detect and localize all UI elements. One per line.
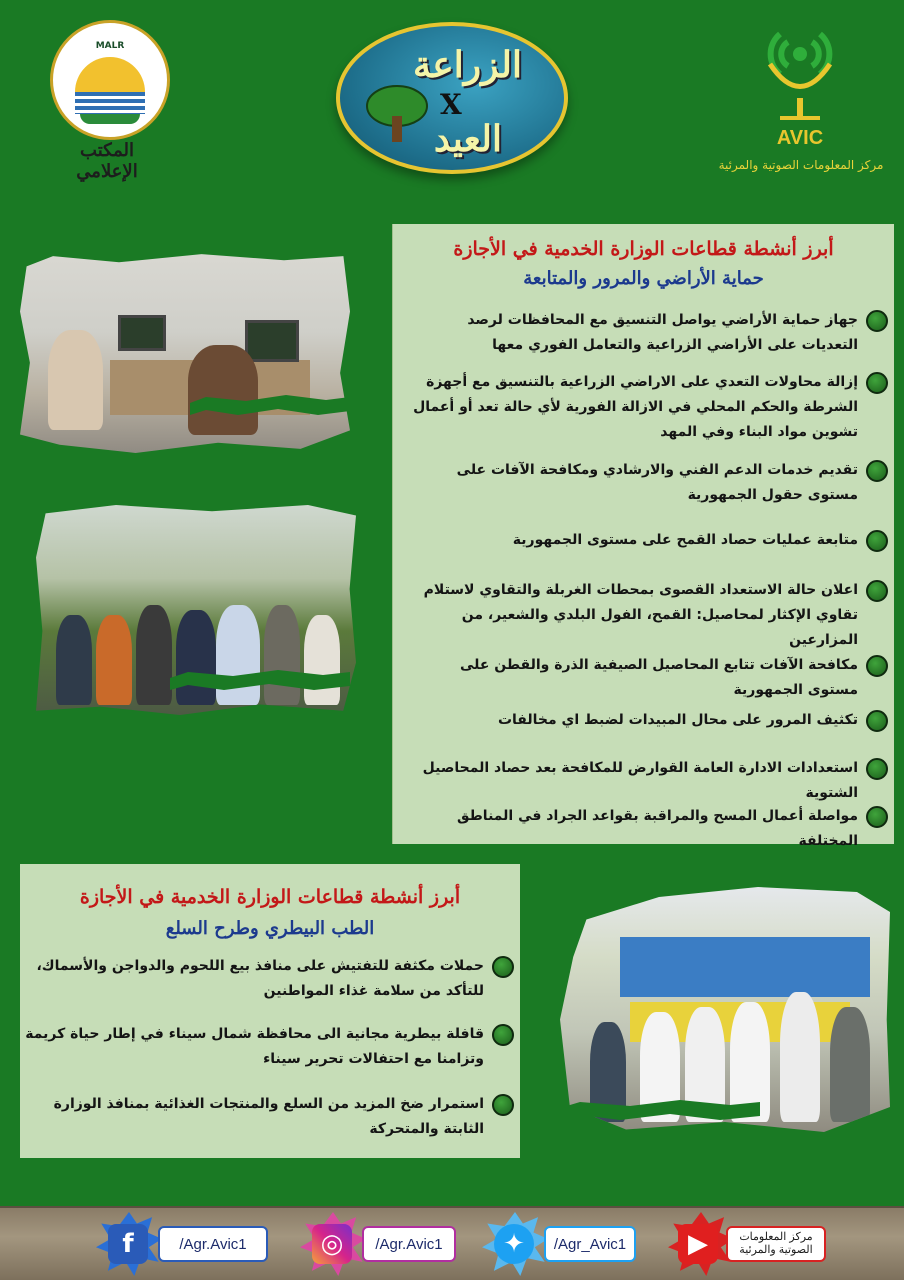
media-office-label: المكتب الإعلامي xyxy=(76,140,138,182)
list-item xyxy=(408,578,888,653)
twitter-handle-link[interactable]: /Agr_Avic1 xyxy=(544,1226,636,1262)
list-item-text: قافلة بيطرية مجانية الى محافظة شمال سيناء في إطار حياة كريمة وتزامنا مع احتفالات تحرير سيناء xyxy=(25,1026,484,1067)
title-x: X xyxy=(440,88,462,121)
broadcast-icon xyxy=(752,14,848,154)
section-veterinary xyxy=(20,864,520,1158)
facebook-handle-link[interactable]: /Agr.Avic1 xyxy=(158,1226,268,1262)
list-item xyxy=(24,1022,514,1072)
person xyxy=(136,605,172,705)
section-title: أبرز أنشطة قطاعات الوزارة الخدمية في الأجازة xyxy=(453,238,834,260)
list-item-text: اعلان حالة الاستعداد القصوى بمحطات الغربلة والتقاوي لاستلام تقاوي الإكثار لمحاصيل: القمح، الفول البلدي والشعير، من المزارعين xyxy=(423,582,858,648)
list-item-text: متابعة عمليات حصاد القمح على مستوى الجمهورية xyxy=(512,532,858,548)
list-item xyxy=(24,1092,514,1142)
photo-office-monitoring xyxy=(20,250,350,455)
person xyxy=(216,605,260,705)
avic-logo xyxy=(752,14,848,154)
list-item xyxy=(408,708,888,733)
list-item xyxy=(408,458,888,508)
list-item xyxy=(408,370,888,445)
bullet-icon xyxy=(492,1094,514,1116)
list-item xyxy=(24,954,514,1004)
bullet-icon xyxy=(866,310,888,332)
bullet-icon xyxy=(866,758,888,780)
title-line-1: الزراعة xyxy=(412,44,522,86)
youtube-icon[interactable]: ▶ xyxy=(678,1224,718,1264)
list-item xyxy=(408,804,888,854)
list-item xyxy=(408,653,888,703)
tree-icon xyxy=(362,84,432,144)
photo-veterinary-caravan xyxy=(560,882,890,1132)
list-item-text: استعدادات الادارة العامة القوارض للمكافحة بعد حصاد المحاصيل الشتوية xyxy=(422,760,858,801)
person xyxy=(176,610,216,705)
list-item-text: مواصلة أعمال المسح والمراقبة بقواعد الجراد في المناطق المختلفة xyxy=(457,808,858,849)
water-emblem xyxy=(75,92,145,114)
instagram-handle-link[interactable]: /Agr.Avic1 xyxy=(362,1226,456,1262)
monitor xyxy=(245,320,299,362)
bullet-icon xyxy=(866,530,888,552)
section-land-protection xyxy=(392,224,894,849)
list-item-text: جهاز حماية الأراضي يواصل التنسيق مع المحافظات لرصد التعديات على الأراضي الزراعية والتعامل الفوري معها xyxy=(467,312,858,353)
person xyxy=(264,605,300,705)
person xyxy=(96,615,132,705)
person xyxy=(304,615,340,705)
person xyxy=(56,615,92,705)
list-item-text: حملات مكثفة للتفتيش على منافذ بيع اللحوم والدواجن والأسماك، للتأكد من سلامة غذاء المواطنين xyxy=(36,958,484,999)
bullet-icon xyxy=(492,1024,514,1046)
avic-logo-text: AVIC xyxy=(776,127,824,149)
list-item-text: تقديم خدمات الدعم الفني والارشادي ومكافحة الآفات على مستوى حقول الجمهورية xyxy=(456,462,858,503)
section-title: أبرز أنشطة قطاعات الوزارة الخدمية في الأجازة xyxy=(79,886,461,908)
malr-logo xyxy=(50,20,170,140)
section-subtitle: حماية الأراضي والمرور والمتابعة xyxy=(523,268,764,289)
section-subtitle: الطب البيطري وطرح السلع xyxy=(165,918,375,939)
title-line-2: العيد xyxy=(433,118,502,160)
title-badge xyxy=(336,22,568,174)
person xyxy=(780,992,820,1122)
person xyxy=(188,345,258,435)
list-item-text: مكافحة الآفات تتابع المحاصيل الصيفية الذرة والقطن على مستوى الجمهورية xyxy=(459,657,858,698)
list-item-text: تكثيف المرور على محال المبيدات لضبط اي مخالفات xyxy=(497,712,858,728)
bullet-icon xyxy=(866,580,888,602)
bullet-icon xyxy=(866,460,888,482)
bullet-icon xyxy=(492,956,514,978)
list-item xyxy=(408,528,888,553)
person xyxy=(48,330,103,430)
list-item xyxy=(408,756,888,806)
malr-logo-text: MALR xyxy=(95,40,125,51)
youtube-caption: مركز المعلومات الصوتية والمرئية xyxy=(739,1231,813,1256)
person xyxy=(830,1007,870,1122)
list-item-text: استمرار ضخ المزيد من السلع والمنتجات الغذائية بمنافذ الوزارة الثابتة والمتحركة xyxy=(53,1096,484,1137)
bullet-icon xyxy=(866,655,888,677)
sun-emblem xyxy=(75,57,145,92)
leaf-emblem xyxy=(80,114,140,124)
facebook-icon[interactable]: f xyxy=(108,1224,148,1264)
twitter-icon[interactable]: ✦ xyxy=(494,1224,534,1264)
bullet-icon xyxy=(866,710,888,732)
banner xyxy=(620,937,870,997)
list-item-text: إزالة محاولات التعدي على الاراضي الزراعية بالتنسيق مع أجهزة الشرطة والحكم المحلي في الازالة الفورية لأي حالة تعد أو أعمال تشوين مواد البناء وفي المهد xyxy=(413,374,858,440)
instagram-icon[interactable]: ◎ xyxy=(312,1224,352,1264)
social-footer xyxy=(0,1206,904,1280)
monitor xyxy=(118,315,166,351)
list-item xyxy=(408,308,888,358)
bullet-icon xyxy=(866,806,888,828)
avic-caption: مركز المعلومات الصوتية والمرئية xyxy=(718,158,884,172)
youtube-link[interactable] xyxy=(726,1226,826,1262)
bullet-icon xyxy=(866,372,888,394)
